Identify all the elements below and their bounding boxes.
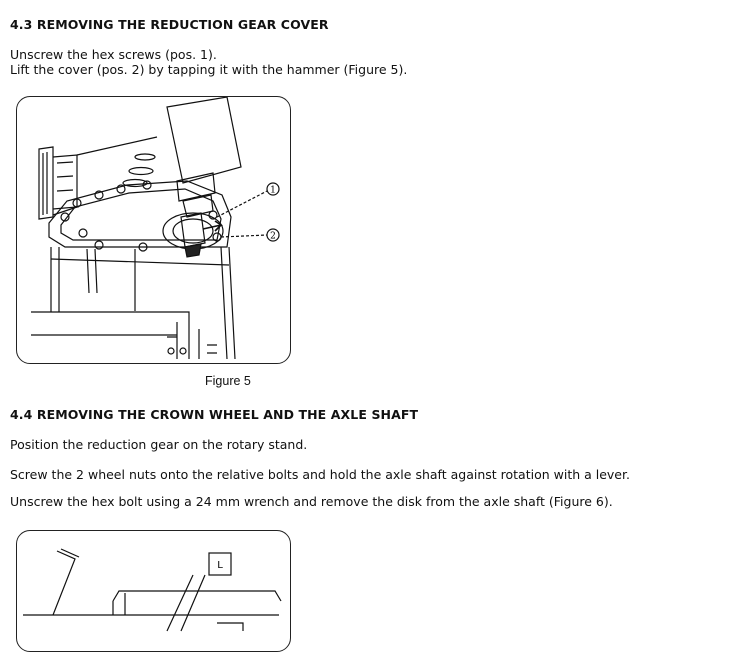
paragraph-2: Screw the 2 wheel nuts onto the relative bolts and hold the axle shaft against rotation with a lever. [10,467,630,482]
figure-6-illustration [16,530,291,652]
callout-1-label: 1 [270,185,276,196]
figure-6-label: L [217,560,223,571]
section-4-4-heading: 4.4 REMOVING THE CROWN WHEEL AND THE AXLE SHAFT [10,407,419,422]
callout-2-label: 2 [270,231,276,242]
instruction-line-1: Unscrew the hex screws (pos. 1). [10,47,217,62]
instruction-line-2: Lift the cover (pos. 2) by tapping it with the hammer (Figure 5). [10,62,408,77]
figure-5-caption: Figure 5 [205,374,251,388]
crown-wheel-drawing [17,531,290,633]
paragraph-3: Unscrew the hex bolt using a 24 mm wrench and remove the disk from the axle shaft (Figure 6). [10,494,613,509]
paragraph-1: Position the reduction gear on the rotary stand. [10,437,308,452]
section-4-3-heading: 4.3 REMOVING THE REDUCTION GEAR COVER [10,17,329,32]
gear-cover-drawing [17,97,290,363]
figure-5-illustration [16,96,291,364]
